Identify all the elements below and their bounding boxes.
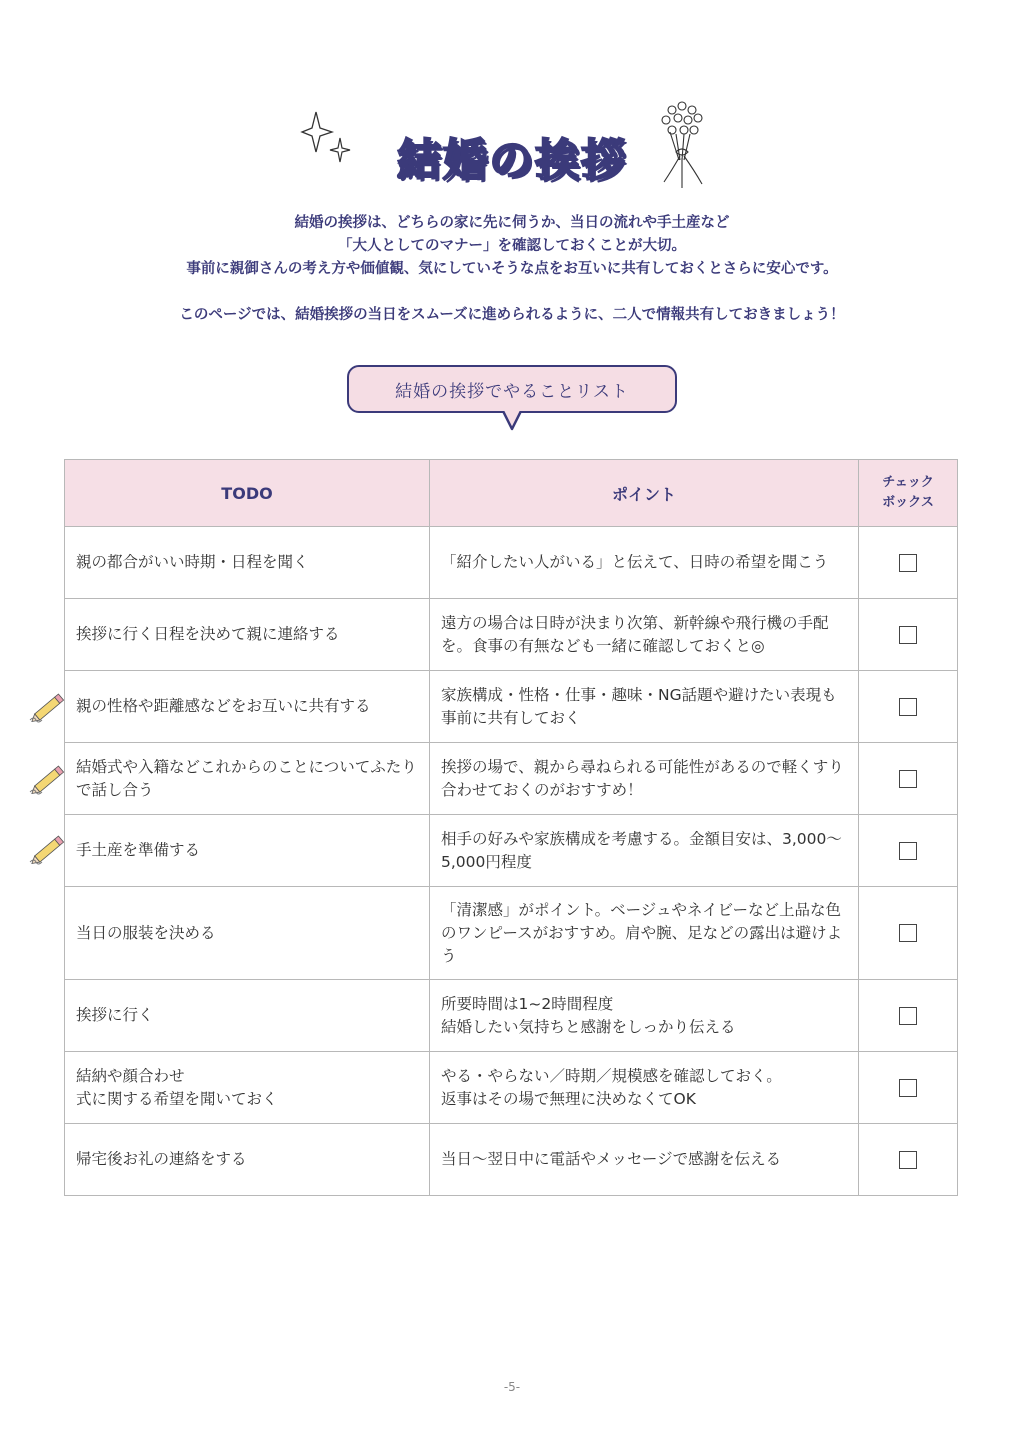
- todo-header: TODO: [65, 460, 430, 527]
- table-row: [65, 599, 958, 671]
- bubble-tail: [502, 411, 522, 431]
- table-row: [65, 815, 958, 887]
- point-cell: 所要時間は1~2時間程度 結婚したい気持ちと感謝をしっかり伝える: [430, 980, 859, 1052]
- intro-line: 事前に親御さんの考え方や価値観、気にしていそうな点をお互いに共有しておくとさらに安心です。: [186, 261, 838, 277]
- point-cell: 挨拶の場で、親から尋ねられる可能性があるので軽くすり合わせておくのがおすすめ！: [430, 743, 859, 815]
- point-header: ポイント: [430, 460, 859, 527]
- table-row: [65, 887, 958, 980]
- point-cell: 相手の好みや家族構成を考慮する。金額目安は、3,000〜5,000円程度: [430, 815, 859, 887]
- checkbox[interactable]: [899, 842, 917, 860]
- list-heading-bubble: [347, 365, 677, 413]
- todo-cell: 親の都合がいい時期・日程を聞く: [65, 527, 430, 599]
- checkbox[interactable]: [899, 924, 917, 942]
- todo-cell: 当日の服装を決める: [65, 887, 430, 980]
- list-heading: 結婚の挨拶でやることリスト: [395, 381, 629, 402]
- check-header: チェック ボックス: [859, 460, 958, 527]
- title-area: [0, 110, 1024, 200]
- todo-cell: 挨拶に行く: [65, 980, 430, 1052]
- table-row: [65, 1124, 958, 1196]
- page-title: 結婚の挨拶: [397, 135, 627, 186]
- checkbox[interactable]: [899, 626, 917, 644]
- checkbox[interactable]: [899, 554, 917, 572]
- todo-table: [64, 459, 958, 1196]
- intro-line: 結婚の挨拶は、どちらの家に先に伺うか、当日の流れや手土産など: [294, 215, 730, 231]
- todo-cell: 挨拶に行く日程を決めて親に連絡する: [65, 599, 430, 671]
- checkbox[interactable]: [899, 1007, 917, 1025]
- intro-line: このページでは、結婚挨拶の当日をスムーズに進められるように、二人で情報共有しておきましょう！: [179, 307, 845, 323]
- intro-text: [60, 212, 964, 327]
- checkbox[interactable]: [899, 770, 917, 788]
- bouquet-icon: [652, 100, 712, 190]
- pencil-icon: [24, 830, 72, 870]
- todo-cell: 結婚式や入籍などこれからのことについてふたりで話し合う: [65, 743, 430, 815]
- table-row: [65, 671, 958, 743]
- table-row: [65, 527, 958, 599]
- checkbox[interactable]: [899, 698, 917, 716]
- todo-cell: 帰宅後お礼の連絡をする: [65, 1124, 430, 1196]
- point-cell: 遠方の場合は日時が決まり次第、新幹線や飛行機の手配を。食事の有無なども一緒に確認しておくと◎: [430, 599, 859, 671]
- table-header-row: [65, 460, 958, 527]
- table-row: [65, 980, 958, 1052]
- point-cell: 当日〜翌日中に電話やメッセージで感謝を伝える: [430, 1124, 859, 1196]
- pencil-icon: [24, 760, 72, 800]
- point-cell: 「紹介したい人がいる」と伝えて、日時の希望を聞こう: [430, 527, 859, 599]
- table-row: [65, 743, 958, 815]
- point-cell: やる・やらない／時期／規模感を確認しておく。 返事はその場で無理に決めなくてOK: [430, 1052, 859, 1124]
- checkbox[interactable]: [899, 1079, 917, 1097]
- point-cell: 家族構成・性格・仕事・趣味・NG話題や避けたい表現も事前に共有しておく: [430, 671, 859, 743]
- point-cell: 「清潔感」がポイント。ベージュやネイビーなど上品な色のワンピースがおすすめ。肩や腕、足などの露出は避けよう: [430, 887, 859, 980]
- todo-cell: 結納や顔合わせ 式に関する希望を聞いておく: [65, 1052, 430, 1124]
- table-row: [65, 1052, 958, 1124]
- todo-cell: 手土産を準備する: [65, 815, 430, 887]
- todo-cell: 親の性格や距離感などをお互いに共有する: [65, 671, 430, 743]
- checkbox[interactable]: [899, 1151, 917, 1169]
- pencil-icon: [24, 688, 72, 728]
- intro-line: 「大人としてのマナー」を確認しておくことが大切。: [338, 238, 686, 254]
- page-number: -5-: [503, 1380, 521, 1394]
